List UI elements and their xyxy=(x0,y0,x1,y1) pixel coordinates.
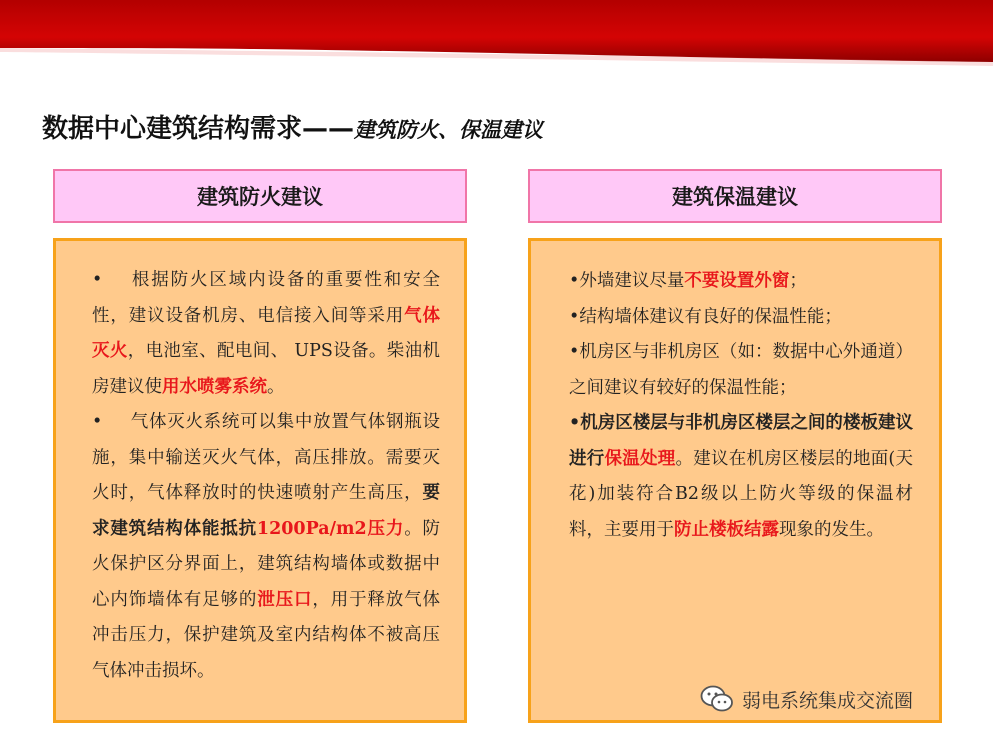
highlight-insulation-treatment: 保温处理 xyxy=(604,448,676,469)
highlight-pressure: 1200Pa/m2压力 xyxy=(256,518,405,539)
text-span: ； xyxy=(789,271,807,291)
fire-paragraph-2 xyxy=(92,405,440,689)
text-span: 。 xyxy=(267,376,285,397)
page-title xyxy=(42,108,543,145)
watermark-text: 弱电系统集成交流圈 xyxy=(742,689,914,712)
highlight-anti-condensation: 防止楼板结露 xyxy=(674,519,779,540)
insulation-item-3: •机房区与非机房区（如：数据中心外通道）之间建议有较好的保温性能； xyxy=(569,342,913,398)
fire-paragraph-1 xyxy=(92,263,440,405)
bullet: • xyxy=(92,270,103,290)
page-title-sub: 建筑防火、保温建议 xyxy=(354,117,544,142)
insulation-header: 建筑保温建议 xyxy=(528,169,942,223)
text-span: ，用于释放气体冲击压力，保护建筑及室内结构体不被高压气体冲击损坏。 xyxy=(92,589,441,681)
watermark xyxy=(700,684,913,714)
bold-requirement: 要求建筑结构体能抵抗 xyxy=(92,483,440,539)
insulation-content xyxy=(528,238,942,723)
wechat-icon xyxy=(700,684,734,714)
fire-protection-content xyxy=(53,238,467,723)
highlight-relief-vent: 泄压口 xyxy=(257,589,313,610)
insulation-item-2: •结构墙体建议有良好的保温性能； xyxy=(569,306,842,327)
highlight-gas-suppression: 气体灭火 xyxy=(92,305,441,361)
insulation-item-1 xyxy=(569,264,913,300)
insulation-item-4 xyxy=(569,406,913,548)
text-span: 。防火保护区分界面上，建筑结构墙体或数据中心内饰墙体有足够的 xyxy=(92,518,441,610)
text-span: 。建议在机房区楼层的地面(天花)加装符合B2级以上防火等级的保温材料，主要用于 xyxy=(569,448,914,540)
text-span: 现象的发生。 xyxy=(779,519,884,540)
text-span: •外墙建议尽量 xyxy=(569,271,685,291)
fire-protection-header: 建筑防火建议 xyxy=(53,169,467,223)
text-span: ，电池室、配电间、 UPS设备。柴油机房建议使 xyxy=(92,341,441,397)
highlight-no-windows: 不要设置外窗 xyxy=(684,271,790,291)
text-span: 气体灭火系统可以集中放置气体钢瓶设施，集中输送灭火气体，高压排放。需要灭火时，气体释放时的快速喷射产生高压， xyxy=(92,412,440,503)
bullet: • xyxy=(92,412,103,432)
bold-floor-slab: •机房区楼层与非机房区楼层之间的楼板建议进行 xyxy=(569,413,913,469)
top-red-band xyxy=(0,0,993,66)
text-span: 根据防火区域内设备的重要性和安全性，建议设备机房、电信接入间等采用 xyxy=(92,270,440,326)
highlight-water-mist: 用水喷雾系统 xyxy=(162,376,267,397)
page-title-main: 数据中心建筑结构需求—— xyxy=(42,114,355,144)
